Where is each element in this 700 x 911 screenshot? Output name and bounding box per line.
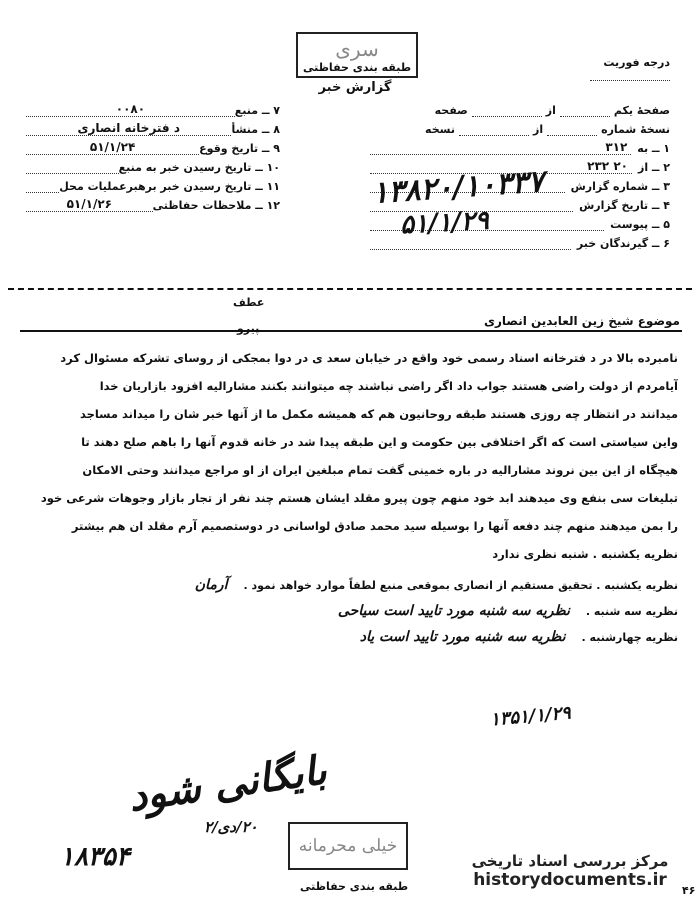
- field-label: ۵ ــ پیوست: [610, 218, 670, 231]
- stamp-handwriting-bottom: خیلی محرمانه: [298, 836, 398, 856]
- field-value: ۳۱۲: [370, 140, 631, 155]
- opinion-row: [18, 572, 678, 598]
- body-line: واین سیاستی است که اگر اختلافی بین حکومت و این طبقه پیدا شد در خانه قدوم آنها را باهم صلح دهند تا: [81, 435, 678, 449]
- left-field-row: [20, 117, 280, 136]
- report-title: گزارش خبر: [318, 80, 392, 95]
- field-label: ۱۱ ــ تاریخ رسیدن خبر برهبرعملیات محل: [59, 180, 280, 193]
- subject-line: موضوع شیخ زین العابدین انصاری: [483, 314, 680, 328]
- field-label: ۸ ــ منشأ: [231, 123, 280, 136]
- body-line: نامبرده بالا در د فترخانه اسناد رسمی خود واقع در خیابان سعد ی در دوا بمجکی از روسای تشرکه مسئوال کرد: [60, 351, 678, 365]
- field-label: ۳ ــ شماره گزارش: [570, 180, 670, 193]
- date-stamp: ۱۳۵۱/۱/۲۹: [489, 702, 572, 731]
- body-line: آیامردم از دولت راضی هستند جواب داد اگر راضی نباشند چه میتوانند بکنند مشارالیه افزود بازاریان خدا: [99, 379, 678, 393]
- left-fields: [20, 98, 280, 212]
- dots: [472, 104, 542, 117]
- body-line: را بمن میدهند منهم چند دفعه آنها را بوسیله سید محمد صادق لواسانی در دوستصمیم آرم مقلد ان هم بیشتر: [71, 519, 678, 533]
- dots: [560, 104, 610, 117]
- opinion-label: نظریه سه شنبه .: [585, 604, 678, 618]
- dots: [547, 123, 597, 136]
- opinion-handwriting: آرمان: [194, 577, 228, 593]
- field-label: ۲ ــ از: [637, 161, 670, 174]
- separator: [8, 288, 692, 290]
- field-label: نسخهٔ شماره: [601, 123, 670, 136]
- subject-rule: [20, 330, 682, 332]
- watermark-url: historydocuments.ir: [473, 870, 667, 890]
- field-unit: صفحه: [434, 104, 468, 117]
- field-value: [26, 159, 119, 174]
- body-line: تبلیغات سی بنفع وی میدهند ابد خود منهم چون پیرو مقلد ایشان هستم چند نفر از تجار بازار وجوهات شرعی خود: [40, 491, 678, 505]
- field-mid: از: [532, 123, 544, 136]
- opinion-row: [18, 598, 678, 624]
- classification-stamp-top: [296, 32, 418, 78]
- report-body: [18, 344, 678, 568]
- field-label: ۱۰ ــ تاریخ رسیدن خبر به منبع: [118, 161, 280, 174]
- peyro-label: پیرو: [237, 322, 260, 335]
- field-label: ۷ ــ منبع: [234, 104, 280, 117]
- left-field-row: [20, 193, 280, 212]
- stamp-label: طبقه بندی حفاظتی: [302, 60, 412, 74]
- field-value: ۰۰۸۰: [26, 102, 235, 117]
- left-field-row: [20, 98, 280, 117]
- field-value: ۵۱/۱/۲۶: [26, 197, 153, 212]
- field-label: ۱ ــ به: [637, 142, 670, 155]
- body-line: نظریه یکشنبه . شنبه نظری ندارد: [492, 547, 678, 561]
- opinion-row: [18, 624, 678, 650]
- stamp-label-bottom: طبقه بندی حفاظتی: [300, 880, 409, 893]
- field-value: [26, 178, 59, 193]
- handwritten-report-date: ۵۱/۱/۲۹: [399, 205, 490, 241]
- dots: [459, 123, 529, 136]
- left-field-row: [20, 155, 280, 174]
- right-field-row: [370, 117, 670, 136]
- watermark: [460, 852, 680, 890]
- right-field-row: [370, 136, 670, 155]
- page-mark: ۴۶: [682, 884, 696, 897]
- field-label: صفحهٔ یکم: [613, 104, 670, 117]
- atf-label: عطف: [233, 296, 265, 309]
- field-value: ۲۰ ۲۳۲: [370, 159, 632, 174]
- opinion-label: نظریه چهارشنبه .: [581, 630, 678, 644]
- priority-dots: [590, 68, 670, 81]
- opinion-handwriting: نظریه سه شنبه مورد تایید است سیاحی: [337, 603, 570, 619]
- left-handwritten-number: ۱۸۳۵۴: [60, 842, 130, 872]
- field-label: ۶ ــ گیرندگان خبر: [576, 237, 670, 250]
- field-mid: از: [545, 104, 556, 117]
- left-field-row: [20, 174, 280, 193]
- left-field-row: [20, 136, 280, 155]
- field-unit: نسخه: [425, 123, 455, 136]
- body-line: میدانند در انتظار چه روزی هستند طبقه روحانیون هم که همیشه مکمل ما از آنها خبر شان را میداند مساجد: [79, 407, 678, 421]
- archive-date: ۲۰/دی/۲: [204, 818, 258, 836]
- priority-label: درجه فوریت: [603, 56, 670, 69]
- archive-note: بایگانی شود: [125, 746, 330, 821]
- field-value: د فترخانه انصاری: [26, 121, 231, 136]
- opinion-handwriting: نظریه سه شنبه مورد تایید است یاد: [359, 629, 566, 645]
- handwritten-report-number: ۱۳۸۲۰/۱۰۳۳۷: [370, 164, 546, 211]
- stamp-handwriting: سری: [335, 36, 379, 61]
- opinions-block: [18, 572, 678, 650]
- field-label: ۴ ــ تاریخ گزارش: [579, 199, 670, 212]
- body-line: هیچگاه از این بین نروند مشارالیه در باره خمینی گفت تمام مبلغین ایران از او مراجع میدانند وحتی الامکان: [82, 463, 678, 477]
- opinion-label: نظریه یکشنبه . تحقیق مستقیم از انصاری بموقعی منبع لطفاً موارد خواهد نمود .: [243, 578, 678, 592]
- right-field-row: [370, 98, 670, 117]
- field-label: ۹ ــ تاریخ وقوع: [199, 142, 280, 155]
- field-label: ۱۲ ــ ملاحظات حفاظتی: [152, 199, 280, 212]
- field-value: ۵۱/۱/۲۴: [26, 140, 199, 155]
- watermark-title: مرکز بررسی اسناد تاریخی: [471, 852, 669, 870]
- classification-stamp-bottom: [288, 822, 408, 870]
